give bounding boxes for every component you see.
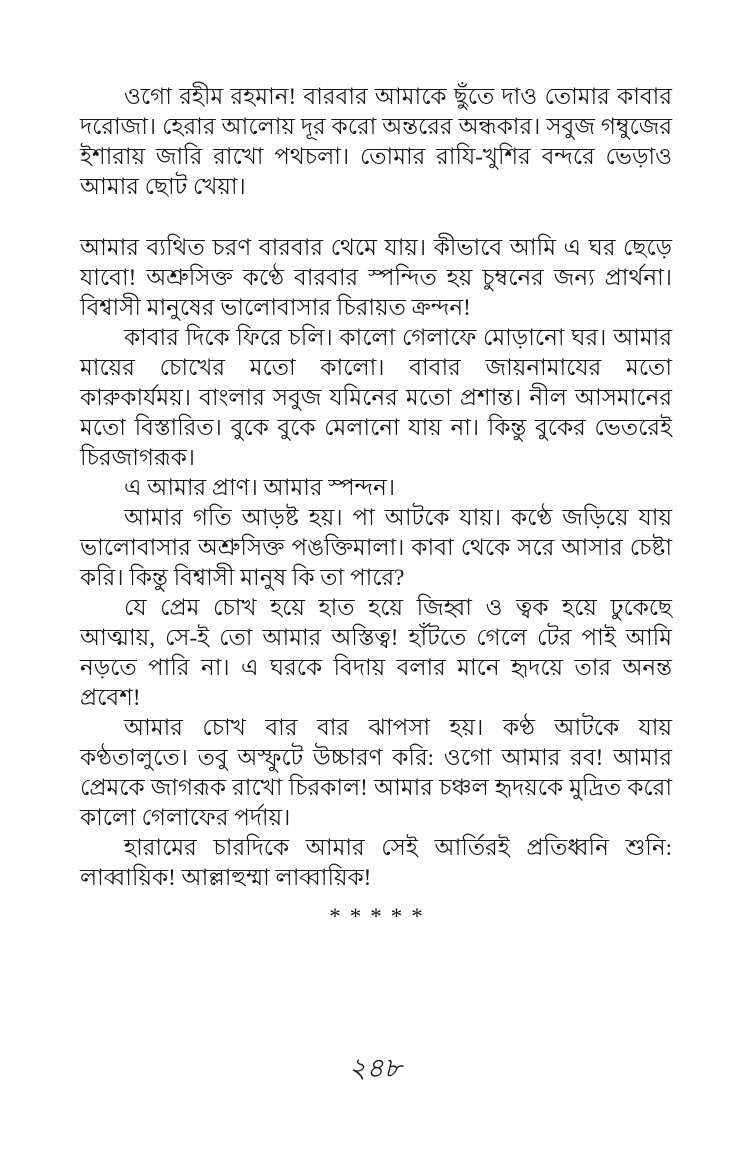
paragraph: যে প্রেম চোখ হয়ে হাত হয়ে জিহ্বা ও ত্বক হয়ে ঢুকেছে আত্মায়, সে-ই তো আমার অস্তিত্ব! হাঁটতে গেলে টের পাই আমি নড়তে পারি না। এ ঘরকে বিদায় বলার মানে হৃদয়ে তার অনন্ত প্রবেশ!	[80, 595, 672, 710]
paragraph: কাবার দিকে ফিরে চলি। কালো গেলাফে মোড়ানো ঘর। আমার মায়ের চোখের মতো কালো। বাবার জায়নামাযের মতো কারুকার্যময়। বাংলার সবুজ যমিনের মতো প্রশান্ত। নীল আসমানের মতো বিস্তারিত। বুকে বুকে মেলানো যায় না। কিন্তু বুকের ভেতরেই চিরজাগরূক।	[80, 325, 672, 470]
page-number: ২৪৮	[348, 1053, 402, 1083]
paragraph: আমার চোখ বার বার ঝাপসা হয়। কণ্ঠ আটকে যায় কণ্ঠতালুতে। তবু অস্ফুটে উচ্চারণ করি: ওগো আমার রব! আমার প্রেমকে জাগরূক রাখো চিরকাল! আমার চঞ্চল হৃদয়কে মুদ্রিত করো কালো গেলাফের পর্দায়।	[80, 715, 672, 830]
paragraph: এ আমার প্রাণ। আমার স্পন্দন।	[124, 475, 396, 500]
body-text	[80, 82, 672, 932]
paragraph: হারামের চারদিকে আমার সেই আর্তিরই প্রতিধ্বনি শুনি: লাব্বায়িক! আল্লাহুম্মা লাব্বায়িক!	[80, 835, 672, 890]
paragraph: ওগো রহীম রহমান! বারবার আমাকে ছুঁতে দাও তোমার কাবার দরোজা। হেরার আলোয় দূর করো অন্তরের অন্ধকার। সবুজ গম্বুজের ইশারায় জারি রাখো পথচলা। তোমার রাযি-খুশির বন্দরে ভেড়াও আমার ছোট খেয়া।	[80, 84, 672, 199]
paragraph: আমার ব্যথিত চরণ বারবার থেমে যায়। কীভাবে আমি এ ঘর ছেড়ে যাবো! অশ্রুসিক্ত কণ্ঠে বারবার স্পন্দিত হয় চুম্বনের জন্য প্রার্থনা। বিশ্বাসী মানুষের ভালোবাসার চিরায়ত ক্রন্দন!	[80, 235, 672, 320]
asterisk-section-separator: *****	[329, 904, 432, 929]
paragraph: আমার গতি আড়ষ্ট হয়। পা আটকে যায়। কণ্ঠে জড়িয়ে যায় ভালোবাসার অশ্রুসিক্ত পঙক্তিমালা। কাবা থেকে সরে আসার চেষ্টা করি। কিন্তু বিশ্বাসী মানুষ কি তা পারে?	[80, 505, 672, 590]
